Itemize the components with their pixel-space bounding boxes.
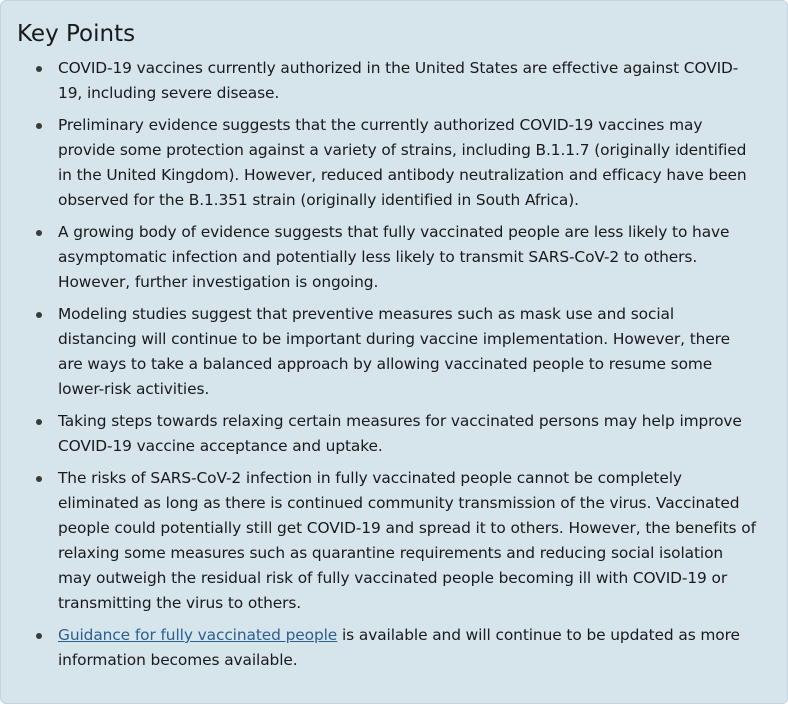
bullet-icon [36, 633, 42, 639]
bullet-icon [36, 230, 42, 236]
bullet-icon [36, 476, 42, 482]
list-item [58, 623, 757, 673]
list-item [58, 409, 757, 459]
key-points-title: Key Points [17, 21, 136, 47]
list-item-text: The risks of SARS-CoV-2 infection in fully vaccinated people cannot be completely eliminated as long as there is continued community transmission of the virus. Vaccinated people could potentially still get COVID-19 and spread it to others. However, the benefits of relaxing some measures such as quarantine requirements and reducing social isolation may outweigh the residual risk of fully vaccinated people becoming ill with COVID-19 or transmitting the virus to others. [58, 469, 756, 612]
list-item-text: is available and will continue to be updated as more information becomes available. [58, 626, 740, 669]
list-item-text: Modeling studies suggest that preventive measures such as mask use and social distancing will continue to be important during vaccine implementation. However, there are ways to take a balanced approach by allowing vaccinated people to resume some lower-risk activities. [58, 305, 730, 398]
list-item-text: A growing body of evidence suggests that fully vaccinated people are less likely to have asymptomatic infection and potentially less likely to transmit SARS-CoV-2 to others. However, further investigation is ongoing. [58, 223, 730, 291]
list-item [58, 466, 757, 616]
list-item [58, 113, 757, 213]
bullet-icon [36, 123, 42, 129]
list-item [58, 302, 757, 402]
list-item [58, 56, 757, 106]
guidance-link[interactable]: Guidance for fully vaccinated people [58, 626, 338, 644]
bullet-icon [36, 66, 42, 72]
bullet-icon [36, 419, 42, 425]
list-item-text: COVID-19 vaccines currently authorized in the United States are effective against COVID-19, including severe disease. [58, 59, 739, 102]
list-item-text: Preliminary evidence suggests that the currently authorized COVID-19 vaccines may provide some protection against a variety of strains, including B.1.1.7 (originally identified in the United Kingdom). However, reduced antibody neutralization and efficacy have been observed for the B.1.351 strain (originally identified in South Africa). [58, 116, 747, 209]
list-item [58, 220, 757, 295]
key-points-list [17, 56, 757, 673]
list-item-text: Taking steps towards relaxing certain measures for vaccinated persons may help improve COVID-19 vaccine acceptance and uptake. [58, 412, 742, 455]
bullet-icon [36, 312, 42, 318]
